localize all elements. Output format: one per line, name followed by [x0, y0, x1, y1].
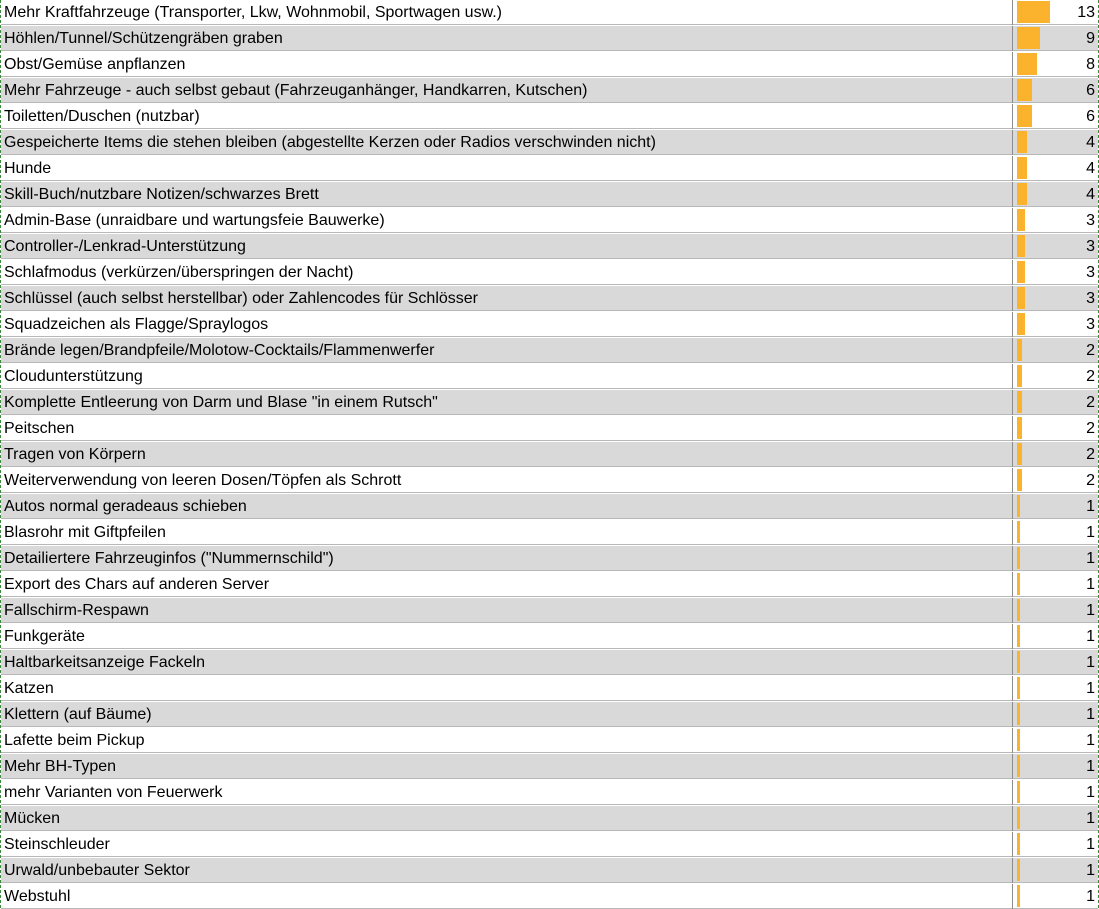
- value-cell: [1012, 728, 1098, 753]
- value-label: 1: [1086, 888, 1095, 905]
- category-label: Urwald/unbebauter Sektor: [4, 862, 190, 879]
- value-label: 8: [1086, 56, 1095, 73]
- value-cell: [1012, 650, 1098, 675]
- value-label: 3: [1086, 264, 1095, 281]
- category-label: Hunde: [4, 160, 52, 177]
- value-label: 1: [1086, 654, 1095, 671]
- value-cell: [1012, 702, 1098, 727]
- value-label: 1: [1086, 810, 1095, 827]
- data-bar: [1017, 599, 1020, 621]
- table-row: [1, 364, 1098, 389]
- category-label: Cloudunterstützung: [4, 368, 143, 385]
- table-row: [1, 52, 1098, 77]
- table-row: [1, 806, 1098, 831]
- data-bar: [1017, 417, 1022, 439]
- value-cell: [1012, 624, 1098, 649]
- value-cell: [1012, 442, 1098, 467]
- table-row: [1, 0, 1098, 25]
- data-bar: [1017, 807, 1020, 829]
- category-label: Weiterverwendung von leeren Dosen/Töpfen als Schrott: [4, 472, 402, 489]
- category-label: Katzen: [4, 680, 54, 697]
- value-label: 13: [1077, 4, 1095, 21]
- data-bar: [1017, 391, 1022, 413]
- value-label: 1: [1086, 576, 1095, 593]
- value-label: 3: [1086, 316, 1095, 333]
- category-label: Blasrohr mit Giftpfeilen: [4, 524, 166, 541]
- category-label: Mehr BH-Typen: [4, 758, 117, 775]
- value-cell: [1012, 858, 1098, 883]
- value-cell: [1012, 780, 1098, 805]
- data-bar: [1017, 183, 1027, 205]
- category-label: Steinschleuder: [4, 836, 110, 853]
- value-label: 1: [1086, 836, 1095, 853]
- table-row: [1, 780, 1098, 805]
- value-label: 6: [1086, 108, 1095, 125]
- value-cell: [1012, 494, 1098, 519]
- table-row: [1, 520, 1098, 545]
- data-bar: [1017, 495, 1020, 517]
- data-bar: [1017, 53, 1037, 75]
- value-label: 1: [1086, 680, 1095, 697]
- value-label: 1: [1086, 498, 1095, 515]
- data-bar: [1017, 131, 1027, 153]
- data-bar: [1017, 1, 1050, 23]
- table-row: [1, 754, 1098, 779]
- value-cell: [1012, 234, 1098, 259]
- data-bar: [1017, 625, 1020, 647]
- data-bar: [1017, 105, 1032, 127]
- value-cell: [1012, 390, 1098, 415]
- category-label: Toiletten/Duschen (nutzbar): [4, 108, 200, 125]
- data-bar: [1017, 157, 1027, 179]
- value-cell: [1012, 598, 1098, 623]
- category-label: Haltbarkeitsanzeige Fackeln: [4, 654, 205, 671]
- value-label: 3: [1086, 238, 1095, 255]
- table-row: [1, 546, 1098, 571]
- table-row: [1, 728, 1098, 753]
- data-bar: [1017, 27, 1040, 49]
- table-row: [1, 884, 1098, 909]
- table-row: [1, 234, 1098, 259]
- value-cell: [1012, 754, 1098, 779]
- value-label: 1: [1086, 628, 1095, 645]
- table-row: [1, 26, 1098, 51]
- value-cell: [1012, 546, 1098, 571]
- data-bar: [1017, 521, 1020, 543]
- value-label: 1: [1086, 862, 1095, 879]
- table-row: [1, 182, 1098, 207]
- category-label: Schlafmodus (verkürzen/überspringen der Nacht): [4, 264, 354, 281]
- table-row: [1, 78, 1098, 103]
- table-row: [1, 676, 1098, 701]
- value-label: 1: [1086, 732, 1095, 749]
- category-label: Funkgeräte: [4, 628, 85, 645]
- value-cell: [1012, 416, 1098, 441]
- value-label: 1: [1086, 706, 1095, 723]
- value-cell: [1012, 130, 1098, 155]
- data-bar: [1017, 729, 1020, 751]
- data-bar: [1017, 859, 1020, 881]
- category-label: Webstuhl: [4, 888, 71, 905]
- value-label: 2: [1086, 446, 1095, 463]
- data-bar: [1017, 235, 1025, 257]
- table-row: [1, 702, 1098, 727]
- value-label: 2: [1086, 342, 1095, 359]
- table-row: [1, 390, 1098, 415]
- table-row: [1, 598, 1098, 623]
- table-row: [1, 468, 1098, 493]
- value-label: 1: [1086, 758, 1095, 775]
- category-label: Admin-Base (unraidbare und wartungsfeie Bauwerke): [4, 212, 385, 229]
- category-label: Komplette Entleerung von Darm und Blase "in einem Rutsch": [4, 394, 438, 411]
- value-cell: [1012, 26, 1098, 51]
- category-label: Export des Chars auf anderen Server: [4, 576, 270, 593]
- table-row: [1, 650, 1098, 675]
- value-cell: [1012, 364, 1098, 389]
- category-label: Controller-/Lenkrad-Unterstützung: [4, 238, 246, 255]
- category-label: Klettern (auf Bäume): [4, 706, 152, 723]
- category-label: Obst/Gemüse anpflanzen: [4, 56, 186, 73]
- value-label: 9: [1086, 30, 1095, 47]
- value-label: 2: [1086, 394, 1095, 411]
- value-cell: [1012, 286, 1098, 311]
- table-row: [1, 286, 1098, 311]
- value-label: 2: [1086, 472, 1095, 489]
- value-label: 1: [1086, 784, 1095, 801]
- value-cell: [1012, 806, 1098, 831]
- category-label: Mehr Fahrzeuge - auch selbst gebaut (Fahrzeuganhänger, Handkarren, Kutschen): [4, 82, 588, 99]
- value-label: 3: [1086, 290, 1095, 307]
- data-bar: [1017, 885, 1020, 907]
- value-cell: [1012, 572, 1098, 597]
- value-label: 1: [1086, 550, 1095, 567]
- data-bar: [1017, 833, 1020, 855]
- data-bar: [1017, 781, 1020, 803]
- table-row: [1, 260, 1098, 285]
- data-bar: [1017, 547, 1020, 569]
- value-cell: [1012, 520, 1098, 545]
- table-row: [1, 572, 1098, 597]
- table-row: [1, 130, 1098, 155]
- value-label: 3: [1086, 212, 1095, 229]
- value-label: 4: [1086, 160, 1095, 177]
- value-cell: [1012, 208, 1098, 233]
- table-row: [1, 858, 1098, 883]
- data-bar: [1017, 443, 1022, 465]
- data-bar: [1017, 339, 1022, 361]
- value-label: 4: [1086, 186, 1095, 203]
- table-row: [1, 312, 1098, 337]
- category-label: Autos normal geradeaus schieben: [4, 498, 247, 515]
- data-bar: [1017, 261, 1025, 283]
- value-cell: [1012, 832, 1098, 857]
- category-label: Höhlen/Tunnel/Schützengräben graben: [4, 30, 283, 47]
- value-cell: [1012, 884, 1098, 909]
- value-label: 4: [1086, 134, 1095, 151]
- data-bar: [1017, 313, 1025, 335]
- category-label: Fallschirm-Respawn: [4, 602, 149, 619]
- data-bar: [1017, 573, 1020, 595]
- data-bar: [1017, 703, 1020, 725]
- table-row: [1, 442, 1098, 467]
- data-bar: [1017, 755, 1020, 777]
- table-row: [1, 624, 1098, 649]
- category-label: Peitschen: [4, 420, 75, 437]
- value-label: 1: [1086, 602, 1095, 619]
- value-label: 2: [1086, 420, 1095, 437]
- value-cell: [1012, 156, 1098, 181]
- value-label: 1: [1086, 524, 1095, 541]
- data-bar: [1017, 365, 1022, 387]
- value-cell: [1012, 182, 1098, 207]
- value-cell: [1012, 260, 1098, 285]
- value-cell: [1012, 0, 1098, 25]
- table-row: [1, 338, 1098, 363]
- category-label: mehr Varianten von Feuerwerk: [4, 784, 223, 801]
- value-cell: [1012, 52, 1098, 77]
- category-label: Schlüssel (auch selbst herstellbar) oder Zahlencodes für Schlösser: [4, 290, 479, 307]
- category-label: Brände legen/Brandpfeile/Molotow-Cocktails/Flammenwerfer: [4, 342, 435, 359]
- data-bar: [1017, 651, 1020, 673]
- value-cell: [1012, 78, 1098, 103]
- table-row: [1, 832, 1098, 857]
- table-row: [1, 208, 1098, 233]
- value-cell: [1012, 338, 1098, 363]
- value-label: 2: [1086, 368, 1095, 385]
- table-row: [1, 416, 1098, 441]
- data-bar: [1017, 287, 1025, 309]
- category-label: Mücken: [4, 810, 61, 827]
- value-cell: [1012, 104, 1098, 129]
- data-bar: [1017, 677, 1020, 699]
- value-cell: [1012, 312, 1098, 337]
- data-bar: [1017, 209, 1025, 231]
- table-row: [1, 104, 1098, 129]
- category-label: Detailiertere Fahrzeuginfos ("Nummernschild"): [4, 550, 334, 567]
- value-cell: [1012, 468, 1098, 493]
- data-bar: [1017, 469, 1022, 491]
- category-label: Squadzeichen als Flagge/Spraylogos: [4, 316, 269, 333]
- category-label: Skill-Buch/nutzbare Notizen/schwarzes Brett: [4, 186, 319, 203]
- category-label: Mehr Kraftfahrzeuge (Transporter, Lkw, Wohnmobil, Sportwagen usw.): [4, 4, 503, 21]
- category-label: Lafette beim Pickup: [4, 732, 145, 749]
- data-bar: [1017, 79, 1032, 101]
- value-label: 6: [1086, 82, 1095, 99]
- table-row: [1, 494, 1098, 519]
- category-label: Gespeicherte Items die stehen bleiben (abgestellte Kerzen oder Radios verschwinden nicht): [4, 134, 656, 151]
- value-cell: [1012, 676, 1098, 701]
- table-row: [1, 156, 1098, 181]
- category-label: Tragen von Körpern: [4, 446, 146, 463]
